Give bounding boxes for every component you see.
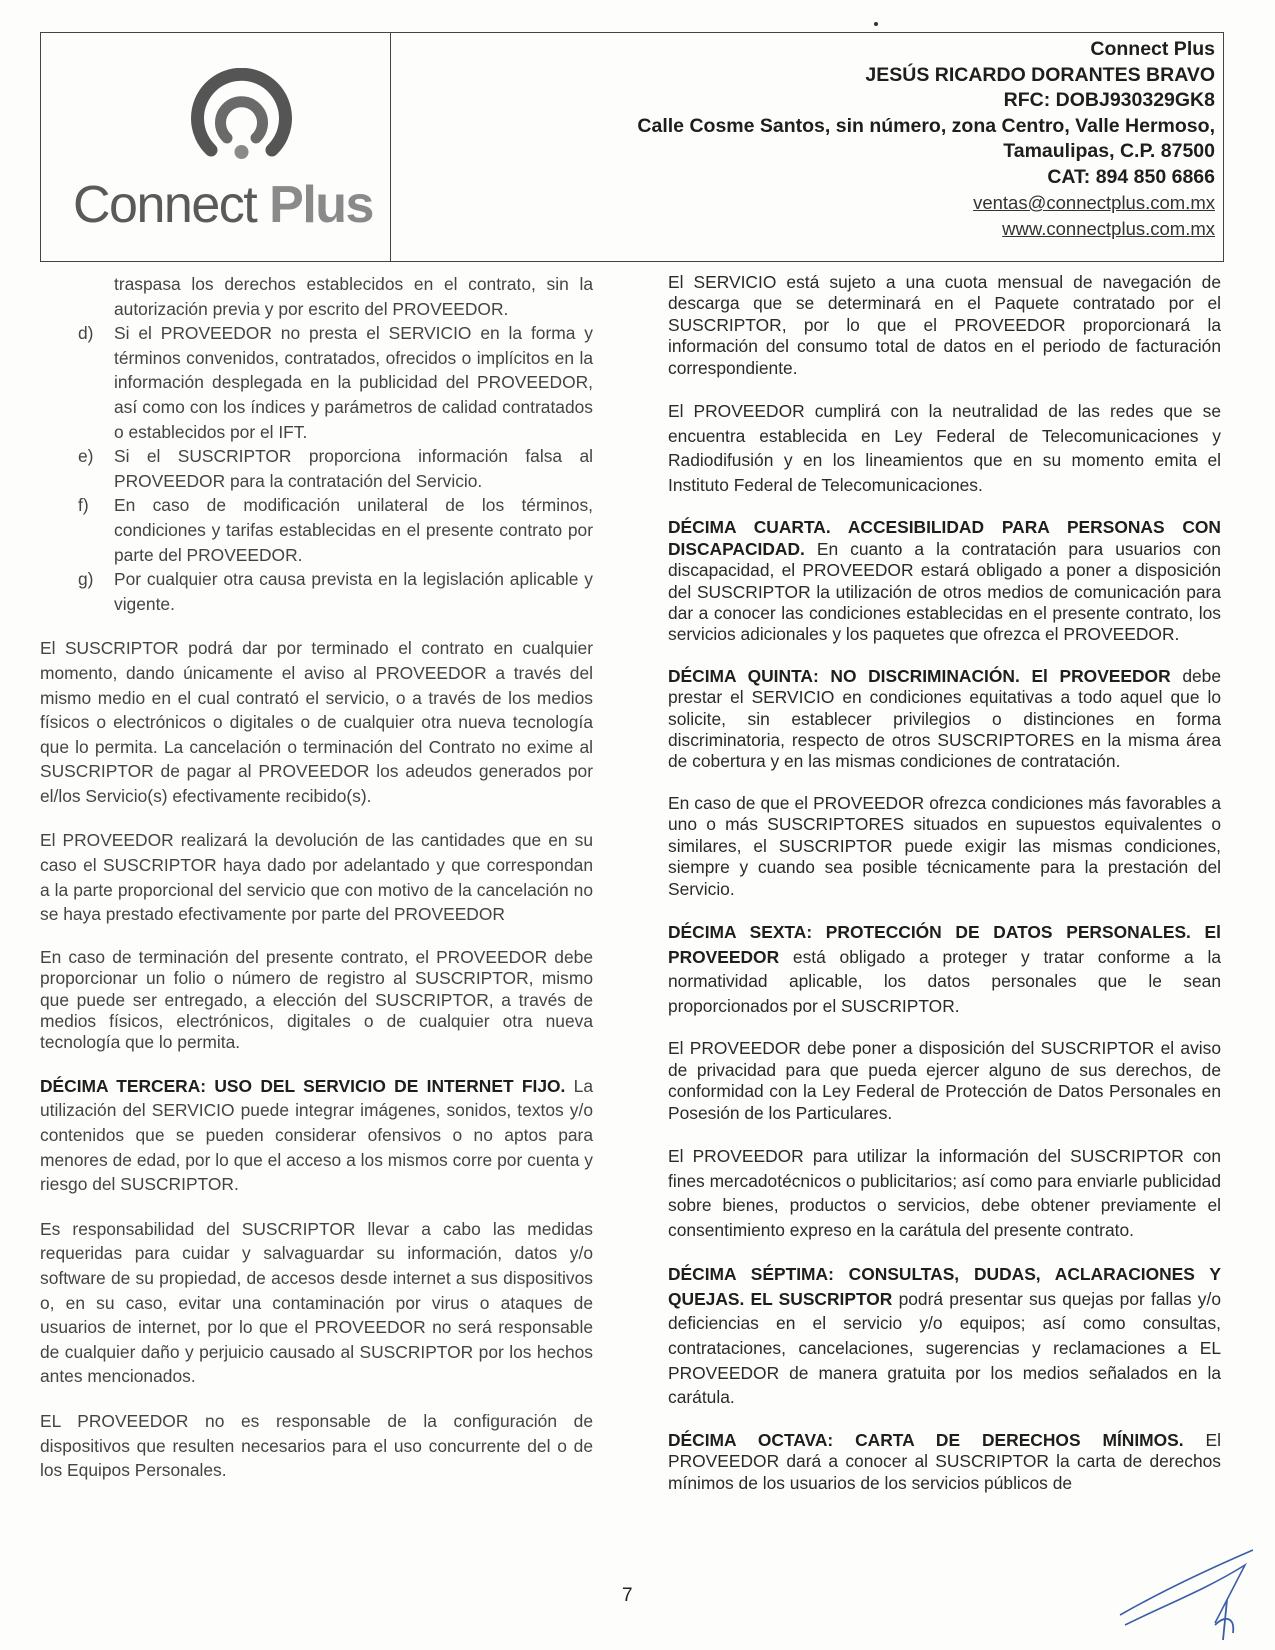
letterhead — [40, 32, 1224, 262]
termination-causes-list — [40, 321, 593, 616]
paragraph: El PROVEEDOR debe poner a disposición del SUSCRIPTOR el aviso de privacidad para que pueda ejercer alguno de sus derechos, de conformidad con la Ley Federal de Protección de Datos Personales en Posesión de los Particulares. — [668, 1038, 1221, 1123]
owner-name: JESÚS RICARDO DORANTES BRAVO — [865, 63, 1215, 86]
paragraph: En caso de que el PROVEEDOR ofrezca condiciones más favorables a uno o más SUSCRIPTORES situados en supuestos equivalentes o similares, el SUSCRIPTOR puede exigir las mismas condiciones, siempre y cuando sea posible técnicamente para la prestación del Servicio. — [668, 792, 1221, 899]
section-heading: DÉCIMA CUARTA. ACCESIBILIDAD PARA PERSONAS CON DISCAPACIDAD. — [668, 517, 1221, 559]
company-name: Connect Plus — [1090, 38, 1215, 60]
section-heading: DÉCIMA SÉPTIMA: CONSULTAS, DUDAS, ACLARACIONES Y QUEJAS. EL SUSCRIPTOR — [668, 1264, 1221, 1309]
rfc: RFC: DOBJ930329GK8 — [1003, 89, 1215, 111]
section-14: DÉCIMA CUARTA. ACCESIBILIDAD PARA PERSONAS CON DISCAPACIDAD. En cuanto a la contratación para usuarios con discapacidad, el PROVEEDOR estará obligado a poner a disposición del SUSCRIPTOR la utilización de otros medios de comunicación para dar a conocer las condiciones establecidas en el presente contrato, los servicios adicionales y los paquetes que ofrezca el PROVEEDOR. — [668, 517, 1221, 645]
signature-mark — [1115, 1545, 1255, 1645]
paragraph: El SUSCRIPTOR podrá dar por terminado el contrato en cualquier momento, dando únicamente el aviso al PROVEEDOR a través del mismo medio en el cual contrató el servicio, o a través de los medios físicos o electrónicos o digitales o de cualquier otra nueva tecnología que lo permita. La cancelación o terminación del Contrato no exime al SUSCRIPTOR de pagar al PROVEEDOR los adeudos generados por el/los Servicio(s) efectivamente recibido(s). — [40, 638, 593, 806]
section-15: DÉCIMA QUINTA: NO DISCRIMINACIÓN. El PROVEEDOR debe prestar el SERVICIO en condiciones equitativas a todo aquel que lo solicite, sin establecer privilegios o distinciones en forma discriminatoria, respecto de otros SUSCRIPTORES en la misma área de cobertura y en las mismas condiciones de contratación. — [668, 665, 1221, 772]
section-17: DÉCIMA SÉPTIMA: CONSULTAS, DUDAS, ACLARACIONES Y QUEJAS. EL SUSCRIPTOR podrá presentar sus quejas por fallas y/o deficiencias en el servicio y/o equipos; así como consultas, contrataciones, cancelaciones, sugerencias y reclamaciones a EL PROVEEDOR de manera gratuita por los medios señalados en la carátula. — [668, 1264, 1222, 1408]
wifi-signal-icon — [189, 68, 294, 173]
section-heading: DÉCIMA OCTAVA: CARTA DE DERECHOS MÍNIMOS. — [668, 1429, 1184, 1450]
continuation-text: traspasa los derechos establecidos en el contrato, sin la autorización previa y por escrito del PROVEEDOR. — [114, 274, 593, 319]
email-link[interactable]: ventas@connectplus.com.mx — [973, 192, 1215, 213]
logo-wordmark: Connect Plus — [73, 176, 373, 234]
logo — [41, 33, 391, 261]
list-item: f) En caso de modificación unilateral de los términos, condiciones y tarifas establecidas en el presente contrato por parte del PROVEEDOR. — [78, 495, 593, 565]
left-column — [40, 272, 593, 1503]
list-item: g) Por cualquier otra causa prevista en la legislación aplicable y vigente. — [78, 569, 593, 614]
address-line-2: Tamaulipas, C.P. 87500 — [1003, 140, 1215, 162]
website-link[interactable]: www.connectplus.com.mx — [1002, 218, 1215, 239]
paragraph: El PROVEEDOR cumplirá con la neutralidad de las redes que se encuentra establecida en Ley Federal de Telecomunicaciones y Radiodifusión y en los lineamientos que en su momento emita el Instituto Federal de Telecomunicaciones. — [668, 401, 1221, 495]
customer-service-phone: CAT: 894 850 6866 — [1047, 165, 1215, 188]
paragraph: EL PROVEEDOR no es responsable de la configuración de dispositivos que resulten necesarios para el uso concurrente del o de los Equipos Personales. — [40, 1411, 593, 1481]
scan-speck — [874, 22, 878, 26]
paragraph: El PROVEEDOR realizará la devolución de las cantidades que en su caso el SUSCRIPTOR haya dado por adelantado y que correspondan a la parte proporcional del servicio que con motivo de la cancelación no se haya prestado efectivamente por parte del PROVEEDOR — [40, 830, 593, 925]
list-item: d) Si el PROVEEDOR no presta el SERVICIO en la forma y términos convenidos, contratados, ofrecidos o implícitos en la información desplegada en la publicidad del PROVEEDOR, así como con los índices y parámetros de calidad contratados o establecidos por el IFT. — [78, 323, 593, 442]
paragraph: El PROVEEDOR para utilizar la información del SUSCRIPTOR con fines mercadotécnicos o publicitarios; así como para enviarle publicidad sobre bienes, productos o servicios, debe obtener previamente el consentimiento expreso en la carátula del presente contrato. — [668, 1145, 1221, 1240]
section-heading: DÉCIMA QUINTA: NO DISCRIMINACIÓN. El PROVEEDOR — [668, 665, 1171, 686]
section-13: DÉCIMA TERCERA: USO DEL SERVICIO DE INTERNET FIJO. La utilización del SERVICIO puede integrar imágenes, sonidos, textos y/o contenidos que se pueden considerar ofensivos o no aptos para menores de edad, por lo que el acceso a los mismos corre por cuenta y riesgo del SUSCRIPTOR. — [40, 1075, 593, 1195]
page-number: 7 — [622, 1585, 633, 1606]
right-column — [668, 272, 1221, 1514]
section-16: DÉCIMA SEXTA: PROTECCIÓN DE DATOS PERSONALES. El PROVEEDOR está obligado a proteger y tratar conforme a la normatividad aplicable, los datos personales que le sean proporcionados por el SUSCRIPTOR. — [668, 921, 1221, 1016]
section-heading: DÉCIMA TERCERA: USO DEL SERVICIO DE INTERNET FIJO. — [40, 1075, 566, 1096]
list-item: e) Si el SUSCRIPTOR proporciona información falsa al PROVEEDOR para la contratación del Servicio. — [78, 446, 593, 491]
section-18: DÉCIMA OCTAVA: CARTA DE DERECHOS MÍNIMOS. El PROVEEDOR dará a conocer al SUSCRIPTOR la carta de derechos mínimos de los usuarios de los servicios públicos de — [668, 1429, 1221, 1493]
address-line-1: Calle Cosme Santos, sin número, zona Centro, Valle Hermoso, — [637, 114, 1215, 137]
section-heading: DÉCIMA SEXTA: PROTECCIÓN DE DATOS PERSONALES. El PROVEEDOR — [668, 921, 1221, 967]
paragraph: Es responsabilidad del SUSCRIPTOR llevar a cabo las medidas requeridas para cuidar y salvaguardar su información, datos y/o software de su propiedad, de accesos desde internet a sus dispositivos o, en su caso, evitar una contaminación por virus o ataques de usuarios de internet, por lo que el PROVEEDOR no será responsable de cualquier daño y perjuicio causado al SUSCRIPTOR por los hechos antes mencionados. — [40, 1218, 593, 1387]
paragraph: El SERVICIO está sujeto a una cuota mensual de navegación de descarga que se determinará en el Paquete contratado por el SUSCRIPTOR, por lo que el PROVEEDOR proporcionará la información del consumo total de datos en el periodo de facturación correspondiente. — [668, 272, 1221, 378]
company-info — [391, 33, 1223, 261]
paragraph: En caso de terminación del presente contrato, el PROVEEDOR debe proporcionar un folio o número de registro al SUSCRIPTOR, mismo que puede ser entregado, a elección del SUSCRIPTOR, a través de medios físicos, electrónicos, digitales o de cualquier otra nueva tecnología que lo permita. — [40, 946, 593, 1053]
